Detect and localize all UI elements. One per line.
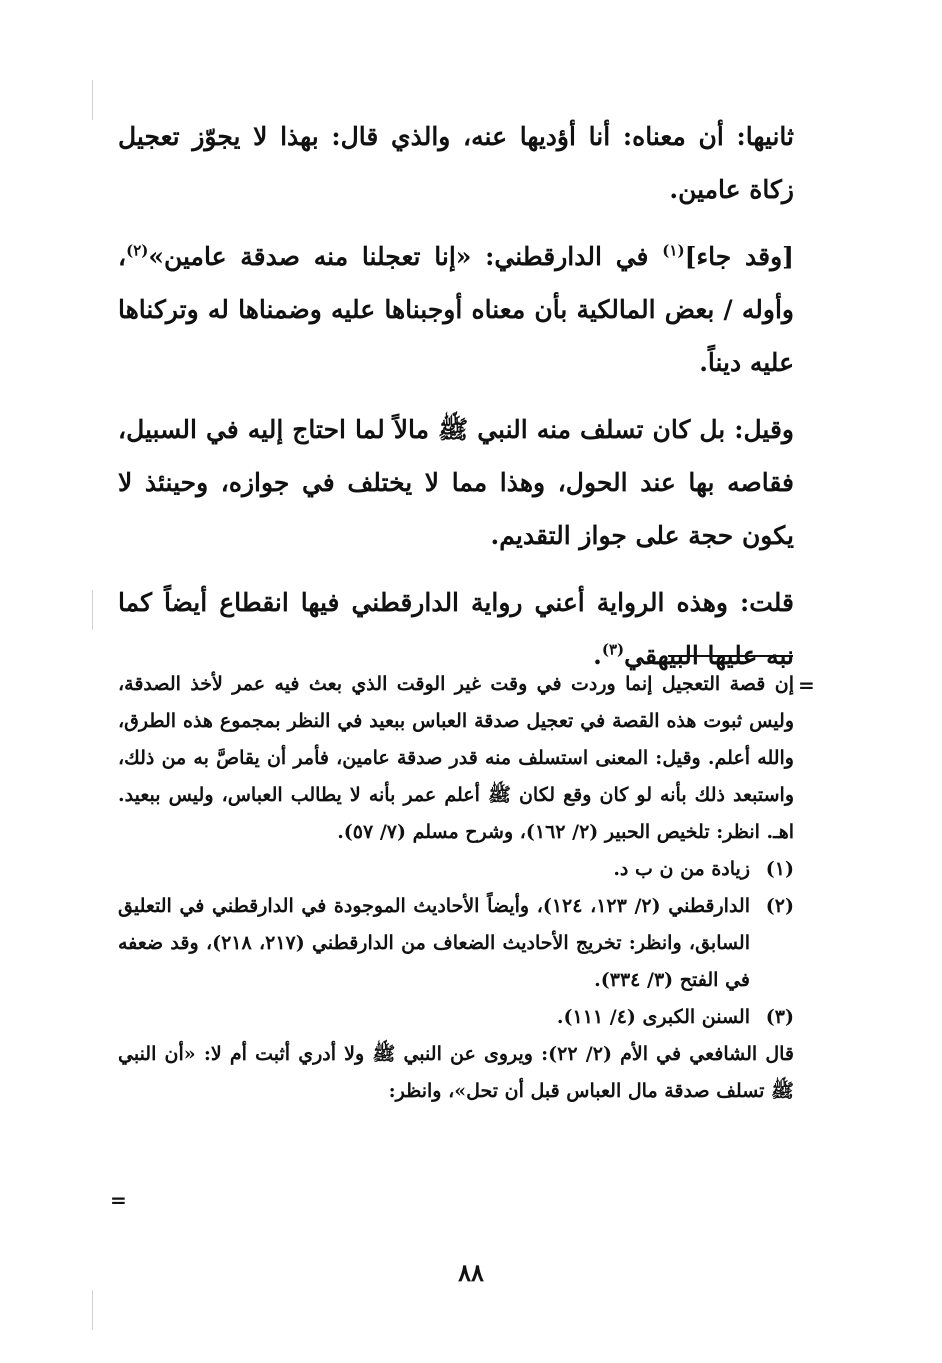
footnotes <box>118 666 794 1110</box>
footnote-ref-2: (٢) <box>126 241 149 260</box>
paragraph-2 <box>118 230 794 389</box>
paragraph-3: وقيل: بل كان تسلف منه النبي ﷺ مالاً لما احتاج إليه في السبيل، فقاصه بها عند الحول، وهذا مما لا يختلف في جوازه، وحينئذ لا يكون حجة على جواز التقديم. <box>118 415 794 550</box>
footnote-separator <box>668 655 793 657</box>
footnote-ref-1: (١) <box>662 241 685 260</box>
page-number: ٨٨ <box>458 1258 484 1287</box>
paragraph-2-part-1: [وقد جاء] <box>684 242 794 271</box>
scan-margin-mark <box>92 590 93 630</box>
footnote-text: زيادة من ن ب د. <box>613 858 750 880</box>
footnote-number: (١) <box>765 858 794 880</box>
scan-margin-mark <box>92 1290 93 1330</box>
paragraph-2-part-3: ، وأوله / بعض المالكية بأن معناه أوجبناها عليه وضمناها له وتركناها عليه ديناً. <box>118 242 794 377</box>
main-text <box>118 110 794 682</box>
continuation-mark-end: = <box>110 1188 127 1212</box>
footnote-text: السنن الكبرى (٤/ ١١١). <box>556 1006 750 1028</box>
paragraph-1: ثانيها: أن معناه: أنا أؤديها عنه، والذي قال: بهذا لا يجوّز تعجيل زكاة عامين. <box>118 122 794 204</box>
footnote-1 <box>118 851 794 888</box>
paragraph-4-part-1: قلت: وهذه الرواية أعني رواية الدارقطني فيها انقطاع أيضاً كما نبه عليها البيهقي <box>118 588 794 670</box>
scan-margin-mark <box>92 80 93 120</box>
continuation-mark-start: = <box>798 673 815 697</box>
footnote-text: الدارقطني (٢/ ١٢٣، ١٢٤)، وأيضاً الأحاديث الموجودة في الدارقطني في التعليق السابق، وانظر: تخريج الأحاديث الضعاف من الدارقطني (٢١٧، ٢١٨)، وقد ضعفه في الفتح (٣/ ٣٣٤). <box>118 895 751 991</box>
footnote-number: (٣) <box>765 1006 794 1028</box>
footnote-tail: قال الشافعي في الأم (٢/ ٢٢): ويروى عن النبي ﷺ ولا أدري أثبت أم لا: «أن النبي ﷺ تسلف صدقة مال العباس قبل أن تحل»، وانظر: <box>118 1043 794 1102</box>
paragraph-4-part-2: . <box>593 641 602 670</box>
footnote-number: (٢) <box>765 895 794 917</box>
footnote-ref-3: (٣) <box>601 640 625 659</box>
footnote-continuation: إن قصة التعجيل إنما وردت في وقت غير الوقت الذي بعث فيه عمر لأخذ الصدقة، وليس ثبوت هذه القصة في تعجيل صدقة العباس ببعيد في النظر بمجموع هذه الطرق، والله أعلم. وقيل: المعنى استسلف منه قدر صدقة عامين، فأمر أن يقاصَّ به من ذلك، واستبعد ذلك بأنه لو كان وقع لكان ﷺ أعلم عمر بأنه لا يطالب العباس، وليس ببعيد. اهـ. انظر: تلخيص الحبير (٢/ ١٦٢)، وشرح مسلم (٧/ ٥٧). <box>118 673 794 843</box>
paragraph-2-part-2: في الدارقطني: «إنا تعجلنا منه صدقة عامين» <box>148 242 663 271</box>
footnote-2 <box>118 888 794 999</box>
footnote-3 <box>118 999 794 1036</box>
